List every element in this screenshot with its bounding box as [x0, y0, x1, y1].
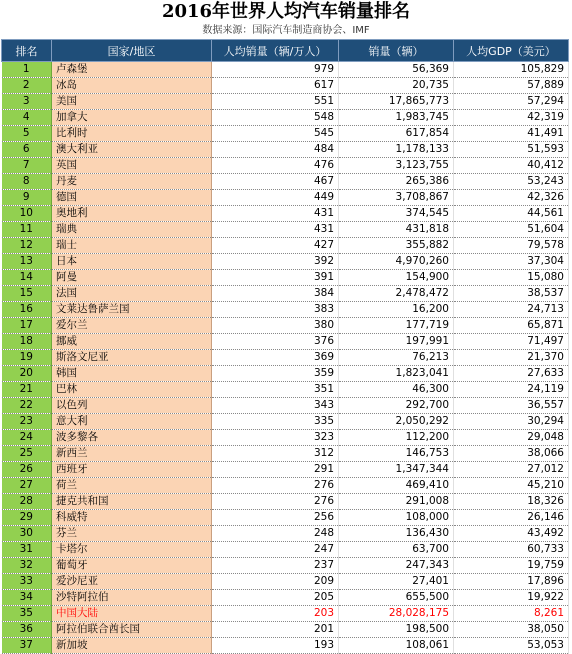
cell-sales: 20,735 [339, 78, 454, 94]
cell-rank: 29 [2, 510, 52, 526]
cell-per-capita-sales: 247 [212, 542, 339, 558]
table-row [2, 350, 569, 366]
cell-sales: 136,430 [339, 526, 454, 542]
table-row [2, 302, 569, 318]
cell-gdp: 65,871 [454, 318, 569, 334]
cell-rank: 36 [2, 622, 52, 638]
table-row [2, 270, 569, 286]
cell-per-capita-sales: 237 [212, 558, 339, 574]
cell-gdp: 24,713 [454, 302, 569, 318]
cell-country: 日本 [52, 254, 212, 270]
cell-sales: 154,900 [339, 270, 454, 286]
cell-sales: 177,719 [339, 318, 454, 334]
cell-sales: 108,061 [339, 638, 454, 654]
cell-country: 新西兰 [52, 446, 212, 462]
cell-per-capita-sales: 276 [212, 478, 339, 494]
cell-sales: 56,369 [339, 62, 454, 78]
cell-sales: 1,983,745 [339, 110, 454, 126]
cell-gdp: 45,210 [454, 478, 569, 494]
cell-gdp: 53,243 [454, 174, 569, 190]
cell-per-capita-sales: 323 [212, 430, 339, 446]
cell-gdp: 27,012 [454, 462, 569, 478]
cell-gdp: 26,146 [454, 510, 569, 526]
header-country: 国家/地区 [52, 40, 212, 62]
cell-rank: 15 [2, 286, 52, 302]
cell-country: 芬兰 [52, 526, 212, 542]
cell-gdp: 57,294 [454, 94, 569, 110]
cell-per-capita-sales: 369 [212, 350, 339, 366]
table-row [2, 414, 569, 430]
cell-per-capita-sales: 256 [212, 510, 339, 526]
cell-rank: 13 [2, 254, 52, 270]
table-row [2, 446, 569, 462]
table-row [2, 190, 569, 206]
cell-per-capita-sales: 291 [212, 462, 339, 478]
cell-gdp: 38,050 [454, 622, 569, 638]
cell-per-capita-sales: 545 [212, 126, 339, 142]
cell-country: 捷克共和国 [52, 494, 212, 510]
cell-country: 丹麦 [52, 174, 212, 190]
cell-per-capita-sales: 979 [212, 62, 339, 78]
cell-per-capita-sales: 335 [212, 414, 339, 430]
cell-country: 西班牙 [52, 462, 212, 478]
header-gdp: 人均GDP（美元） [454, 40, 569, 62]
cell-per-capita-sales: 476 [212, 158, 339, 174]
table-row [2, 158, 569, 174]
cell-rank: 14 [2, 270, 52, 286]
table-row [2, 366, 569, 382]
cell-rank: 35 [2, 606, 52, 622]
cell-sales: 469,410 [339, 478, 454, 494]
cell-country: 中国大陆 [52, 606, 212, 622]
table-row [2, 238, 569, 254]
cell-per-capita-sales: 617 [212, 78, 339, 94]
cell-gdp: 41,491 [454, 126, 569, 142]
page-title: 2016年世界人均汽车销量排名 [161, 1, 411, 22]
cell-rank: 16 [2, 302, 52, 318]
cell-gdp: 19,922 [454, 590, 569, 606]
cell-per-capita-sales: 449 [212, 190, 339, 206]
cell-per-capita-sales: 551 [212, 94, 339, 110]
cell-per-capita-sales: 427 [212, 238, 339, 254]
cell-country: 英国 [52, 158, 212, 174]
cell-country: 德国 [52, 190, 212, 206]
table-row [2, 126, 569, 142]
cell-rank: 11 [2, 222, 52, 238]
cell-rank: 10 [2, 206, 52, 222]
cell-rank: 5 [2, 126, 52, 142]
table-row [2, 174, 569, 190]
cell-per-capita-sales: 359 [212, 366, 339, 382]
table-row [2, 254, 569, 270]
cell-sales: 112,200 [339, 430, 454, 446]
table-row [2, 430, 569, 446]
cell-rank: 25 [2, 446, 52, 462]
cell-gdp: 27,633 [454, 366, 569, 382]
cell-rank: 7 [2, 158, 52, 174]
cell-per-capita-sales: 276 [212, 494, 339, 510]
cell-rank: 6 [2, 142, 52, 158]
cell-country: 爱沙尼亚 [52, 574, 212, 590]
cell-rank: 33 [2, 574, 52, 590]
table-row [2, 590, 569, 606]
cell-country: 瑞典 [52, 222, 212, 238]
cell-sales: 655,500 [339, 590, 454, 606]
cell-sales: 17,865,773 [339, 94, 454, 110]
cell-gdp: 51,593 [454, 142, 569, 158]
cell-country: 波多黎各 [52, 430, 212, 446]
cell-sales: 374,545 [339, 206, 454, 222]
cell-country: 加拿大 [52, 110, 212, 126]
cell-per-capita-sales: 209 [212, 574, 339, 590]
table-row [2, 542, 569, 558]
cell-rank: 28 [2, 494, 52, 510]
cell-per-capita-sales: 467 [212, 174, 339, 190]
cell-sales: 1,823,041 [339, 366, 454, 382]
cell-per-capita-sales: 201 [212, 622, 339, 638]
cell-sales: 2,050,292 [339, 414, 454, 430]
cell-per-capita-sales: 383 [212, 302, 339, 318]
cell-rank: 19 [2, 350, 52, 366]
table-row [2, 222, 569, 238]
cell-gdp: 60,733 [454, 542, 569, 558]
cell-rank: 18 [2, 334, 52, 350]
cell-country: 韩国 [52, 366, 212, 382]
cell-gdp: 36,557 [454, 398, 569, 414]
cell-rank: 30 [2, 526, 52, 542]
cell-per-capita-sales: 343 [212, 398, 339, 414]
cell-sales: 3,123,755 [339, 158, 454, 174]
cell-rank: 2 [2, 78, 52, 94]
cell-country: 荷兰 [52, 478, 212, 494]
cell-gdp: 44,561 [454, 206, 569, 222]
cell-per-capita-sales: 392 [212, 254, 339, 270]
cell-country: 巴林 [52, 382, 212, 398]
table-row [2, 334, 569, 350]
cell-rank: 3 [2, 94, 52, 110]
cell-gdp: 40,412 [454, 158, 569, 174]
cell-per-capita-sales: 248 [212, 526, 339, 542]
cell-sales: 247,343 [339, 558, 454, 574]
cell-gdp: 38,537 [454, 286, 569, 302]
cell-gdp: 71,497 [454, 334, 569, 350]
cell-gdp: 79,578 [454, 238, 569, 254]
cell-rank: 8 [2, 174, 52, 190]
table-row [2, 462, 569, 478]
cell-sales: 197,991 [339, 334, 454, 350]
cell-sales: 46,300 [339, 382, 454, 398]
cell-gdp: 105,829 [454, 62, 569, 78]
cell-rank: 37 [2, 638, 52, 654]
cell-sales: 355,882 [339, 238, 454, 254]
cell-sales: 292,700 [339, 398, 454, 414]
cell-rank: 24 [2, 430, 52, 446]
cell-country: 葡萄牙 [52, 558, 212, 574]
cell-country: 瑞士 [52, 238, 212, 254]
cell-per-capita-sales: 484 [212, 142, 339, 158]
table-row [2, 206, 569, 222]
header-per-capita-sales: 人均销量（辆/万人） [212, 40, 339, 62]
cell-per-capita-sales: 312 [212, 446, 339, 462]
cell-rank: 1 [2, 62, 52, 78]
cell-rank: 21 [2, 382, 52, 398]
header-sales: 销量（辆） [339, 40, 454, 62]
cell-per-capita-sales: 380 [212, 318, 339, 334]
cell-country: 爱尔兰 [52, 318, 212, 334]
cell-per-capita-sales: 431 [212, 222, 339, 238]
cell-sales: 291,008 [339, 494, 454, 510]
cell-sales: 4,970,260 [339, 254, 454, 270]
cell-gdp: 21,370 [454, 350, 569, 366]
cell-per-capita-sales: 391 [212, 270, 339, 286]
cell-rank: 34 [2, 590, 52, 606]
cell-sales: 617,854 [339, 126, 454, 142]
cell-rank: 27 [2, 478, 52, 494]
cell-sales: 1,347,344 [339, 462, 454, 478]
table-row [2, 110, 569, 126]
cell-gdp: 17,896 [454, 574, 569, 590]
cell-sales: 431,818 [339, 222, 454, 238]
cell-country: 阿拉伯联合酋长国 [52, 622, 212, 638]
cell-rank: 31 [2, 542, 52, 558]
cell-per-capita-sales: 431 [212, 206, 339, 222]
table-row [2, 510, 569, 526]
cell-rank: 17 [2, 318, 52, 334]
cell-sales: 198,500 [339, 622, 454, 638]
cell-gdp: 30,294 [454, 414, 569, 430]
cell-per-capita-sales: 203 [212, 606, 339, 622]
cell-gdp: 18,326 [454, 494, 569, 510]
cell-per-capita-sales: 351 [212, 382, 339, 398]
table-row [2, 638, 569, 654]
cell-sales: 1,178,133 [339, 142, 454, 158]
cell-country: 阿曼 [52, 270, 212, 286]
cell-rank: 20 [2, 366, 52, 382]
table-row [2, 94, 569, 110]
table-row [2, 78, 569, 94]
cell-country: 冰岛 [52, 78, 212, 94]
table-row [2, 574, 569, 590]
cell-rank: 12 [2, 238, 52, 254]
table-row [2, 558, 569, 574]
cell-sales: 2,478,472 [339, 286, 454, 302]
cell-country: 斯洛文尼亚 [52, 350, 212, 366]
table-row [2, 398, 569, 414]
cell-country: 卢森堡 [52, 62, 212, 78]
cell-country: 意大利 [52, 414, 212, 430]
cell-sales: 265,386 [339, 174, 454, 190]
cell-rank: 32 [2, 558, 52, 574]
table-row [2, 526, 569, 542]
cell-gdp: 57,889 [454, 78, 569, 94]
cell-sales: 108,000 [339, 510, 454, 526]
cell-country: 挪威 [52, 334, 212, 350]
cell-gdp: 42,319 [454, 110, 569, 126]
cell-gdp: 24,119 [454, 382, 569, 398]
cell-country: 法国 [52, 286, 212, 302]
data-source: 数据来源：国际汽车制造商协会、IMF [202, 25, 370, 36]
cell-country: 沙特阿拉伯 [52, 590, 212, 606]
cell-country: 文莱达鲁萨兰国 [52, 302, 212, 318]
cell-sales: 28,028,175 [339, 606, 454, 622]
cell-country: 以色列 [52, 398, 212, 414]
cell-gdp: 37,304 [454, 254, 569, 270]
table-row [2, 382, 569, 398]
cell-country: 美国 [52, 94, 212, 110]
cell-gdp: 53,053 [454, 638, 569, 654]
header-rank: 排名 [2, 40, 52, 62]
table-row [2, 606, 569, 622]
cell-country: 科威特 [52, 510, 212, 526]
cell-sales: 16,200 [339, 302, 454, 318]
cell-country: 澳大利亚 [52, 142, 212, 158]
cell-gdp: 19,759 [454, 558, 569, 574]
table-row [2, 622, 569, 638]
cell-gdp: 43,492 [454, 526, 569, 542]
cell-country: 奥地利 [52, 206, 212, 222]
cell-sales: 63,700 [339, 542, 454, 558]
cell-rank: 4 [2, 110, 52, 126]
cell-sales: 146,753 [339, 446, 454, 462]
cell-rank: 23 [2, 414, 52, 430]
cell-gdp: 51,604 [454, 222, 569, 238]
cell-per-capita-sales: 384 [212, 286, 339, 302]
table-row [2, 494, 569, 510]
cell-per-capita-sales: 205 [212, 590, 339, 606]
cell-sales: 3,708,867 [339, 190, 454, 206]
cell-gdp: 42,326 [454, 190, 569, 206]
table-body [2, 62, 569, 654]
cell-rank: 26 [2, 462, 52, 478]
table-row [2, 62, 569, 78]
table-row [2, 286, 569, 302]
cell-country: 比利时 [52, 126, 212, 142]
cell-sales: 27,401 [339, 574, 454, 590]
ranking-table [1, 39, 569, 654]
cell-gdp: 8,261 [454, 606, 569, 622]
cell-gdp: 29,048 [454, 430, 569, 446]
table-row [2, 478, 569, 494]
cell-gdp: 38,066 [454, 446, 569, 462]
cell-rank: 9 [2, 190, 52, 206]
cell-country: 卡塔尔 [52, 542, 212, 558]
cell-country: 新加坡 [52, 638, 212, 654]
cell-gdp: 15,080 [454, 270, 569, 286]
cell-per-capita-sales: 376 [212, 334, 339, 350]
cell-rank: 22 [2, 398, 52, 414]
cell-per-capita-sales: 193 [212, 638, 339, 654]
table-row [2, 318, 569, 334]
cell-sales: 76,213 [339, 350, 454, 366]
table-header-row [2, 40, 569, 62]
table-row [2, 142, 569, 158]
cell-per-capita-sales: 548 [212, 110, 339, 126]
